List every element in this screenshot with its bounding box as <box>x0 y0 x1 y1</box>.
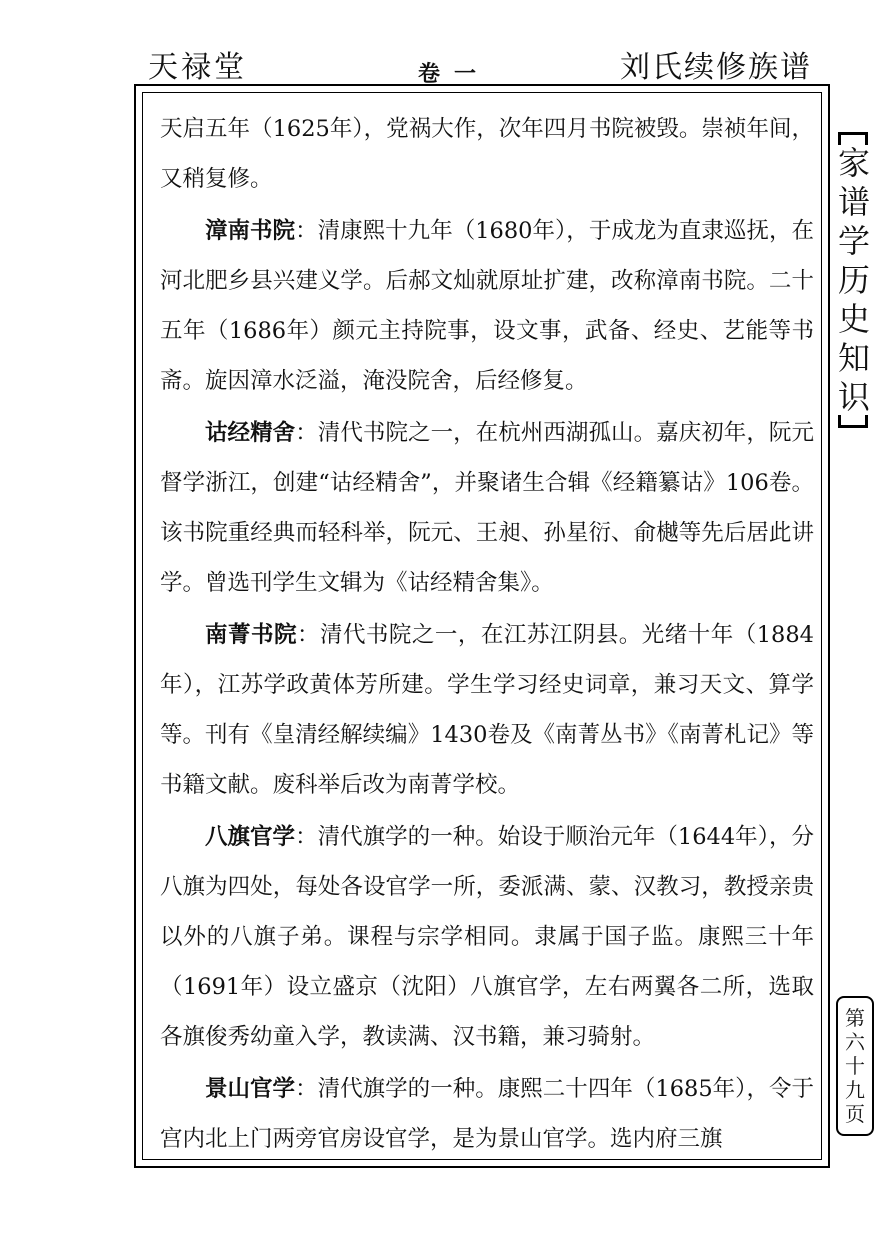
entry-zhangnan-academy <box>160 206 814 406</box>
page-number: 第六十九页 <box>845 1006 865 1126</box>
entry-term: 诂经精舍 <box>205 420 296 446</box>
entry-nanjing-academy <box>160 610 814 810</box>
header-book-title: 刘氏续修族谱 <box>620 50 812 85</box>
entry-text: ：清康熙十九年（1680年），于成龙为直隶巡抚，在河北肥乡县兴建义学。后郝文灿就原址扩建，改称漳南书院。二十五年（1686年）颜元主持院事，设文事，武备、经史、艺能等书斋。旋因漳水泛溢，淹没院舍，后经修复。 <box>160 218 814 394</box>
paragraph-continued <box>160 104 814 204</box>
entry-term: 八旗官学 <box>205 824 296 850</box>
entry-term: 景山官学 <box>205 1076 296 1102</box>
entry-eight-banners-school <box>160 812 814 1062</box>
entry-gujing-jingshe <box>160 408 814 608</box>
page-number-tab <box>836 996 874 1136</box>
side-section-text: 家谱学历史知识 <box>837 144 870 416</box>
side-section-label <box>832 132 880 428</box>
page-body <box>160 104 814 1166</box>
bracket-bottom-decoration <box>838 415 868 428</box>
entry-text: ：清代书院之一，在杭州西湖孤山。嘉庆初年，阮元督学浙江，创建“诂经精舍”，并聚诸生合辑《经籍纂诂》106卷。该书院重经典而轻科举，阮元、王昶、孙星衍、俞樾等先后居此讲学。曾选刊学生文辑为《诂经精舍集》。 <box>160 420 814 596</box>
entry-term: 漳南书院 <box>205 218 296 244</box>
header-volume: 卷一 <box>418 61 491 87</box>
entry-term: 南菁书院 <box>205 622 297 648</box>
header-hall-name: 天禄堂 <box>148 50 247 85</box>
paragraph-text: 天启五年（1625年），党祸大作，次年四月书院被毁。崇祯年间，又稍复修。 <box>160 116 814 192</box>
entry-text: ：清代旗学的一种。始设于顺治元年（1644年），分八旗为四处，每处各设官学一所，委派满、蒙、汉教习，教授亲贵以外的八旗子弟。课程与宗学相同。隶属于国子监。康熙三十年（1691年）设立盛京（沈阳）八旗官学，左右两翼各二所，选取各旗俊秀幼童入学，教读满、汉书籍，兼习骑射。 <box>160 824 814 1050</box>
entry-text: ：清代书院之一，在江苏江阴县。光绪十年（1884年），江苏学政黄体芳所建。学生学习经史词章，兼习天文、算学等。刊有《皇清经解续编》1430卷及《南菁丛书》《南菁札记》等书籍文献。废科举后改为南菁学校。 <box>160 622 814 798</box>
entry-jingshan-school <box>160 1064 814 1164</box>
entry-text: ：清代旗学的一种。康熙二十四年（1685年），令于宫内北上门两旁官房设官学，是为景山官学。选内府三旗 <box>160 1076 814 1152</box>
